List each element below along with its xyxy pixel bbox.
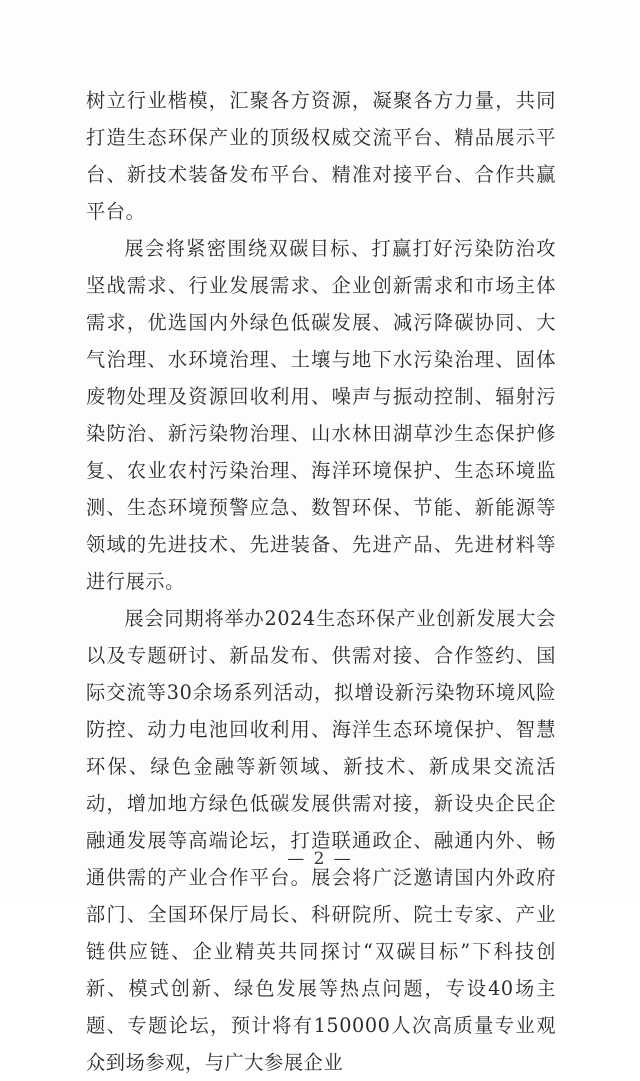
paragraph-1: 树立行业楷模，汇聚各方资源，凝聚各方力量，共同打造生态环保产业的顶级权威交流平台、精品展示平台、新技术装备发布平台、精准对接平台、合作共赢平台。 — [86, 89, 556, 223]
paragraph-3: 展会同期将举办2024生态环保产业创新发展大会以及专题研讨、新品发布、供需对接、合作签约、国际交流等30余场系列活动，拟增设新污染物环境风险防控、动力电池回收利用、海洋生态环境保护、智慧环保、绿色金融等新领域、新技术、新成果交流活动，增加地方绿色低碳发展供需对接，新设央企民企融通发展等高端论坛，打造联通政企、融通内外、畅通供需的产业合作平台。展会将广泛邀请国内外政府部门、全国环保厅局长、科研院所、院士专家、产业链供应链、企业精英共同探讨“双碳目标”下科技创新、模式创新、绿色发展等热点问题，专设40场主题、专题论坛，预计将有150000人次高质量专业观众到场参观，与广大参展企业 — [86, 607, 556, 1074]
body-text — [86, 82, 556, 1081]
paragraph-2: 展会将紧密围绕双碳目标、打赢打好污染防治攻坚战需求、行业发展需求、企业创新需求和市场主体需求，优选国内外绿色低碳发展、减污降碳协同、大气治理、水环境治理、土壤与地下水污染治理、固体废物处理及资源回收利用、噪声与振动控制、辐射污染防治、新污染物治理、山水林田湖草沙生态保护修复、农业农村污染治理、海洋环境保护、生态环境监测、生态环境预警应急、数智环保、节能、新能源等领域的先进技术、先进装备、先进产品、先进材料等进行展示。 — [86, 237, 556, 593]
page-number: — 2 — — [287, 849, 353, 869]
